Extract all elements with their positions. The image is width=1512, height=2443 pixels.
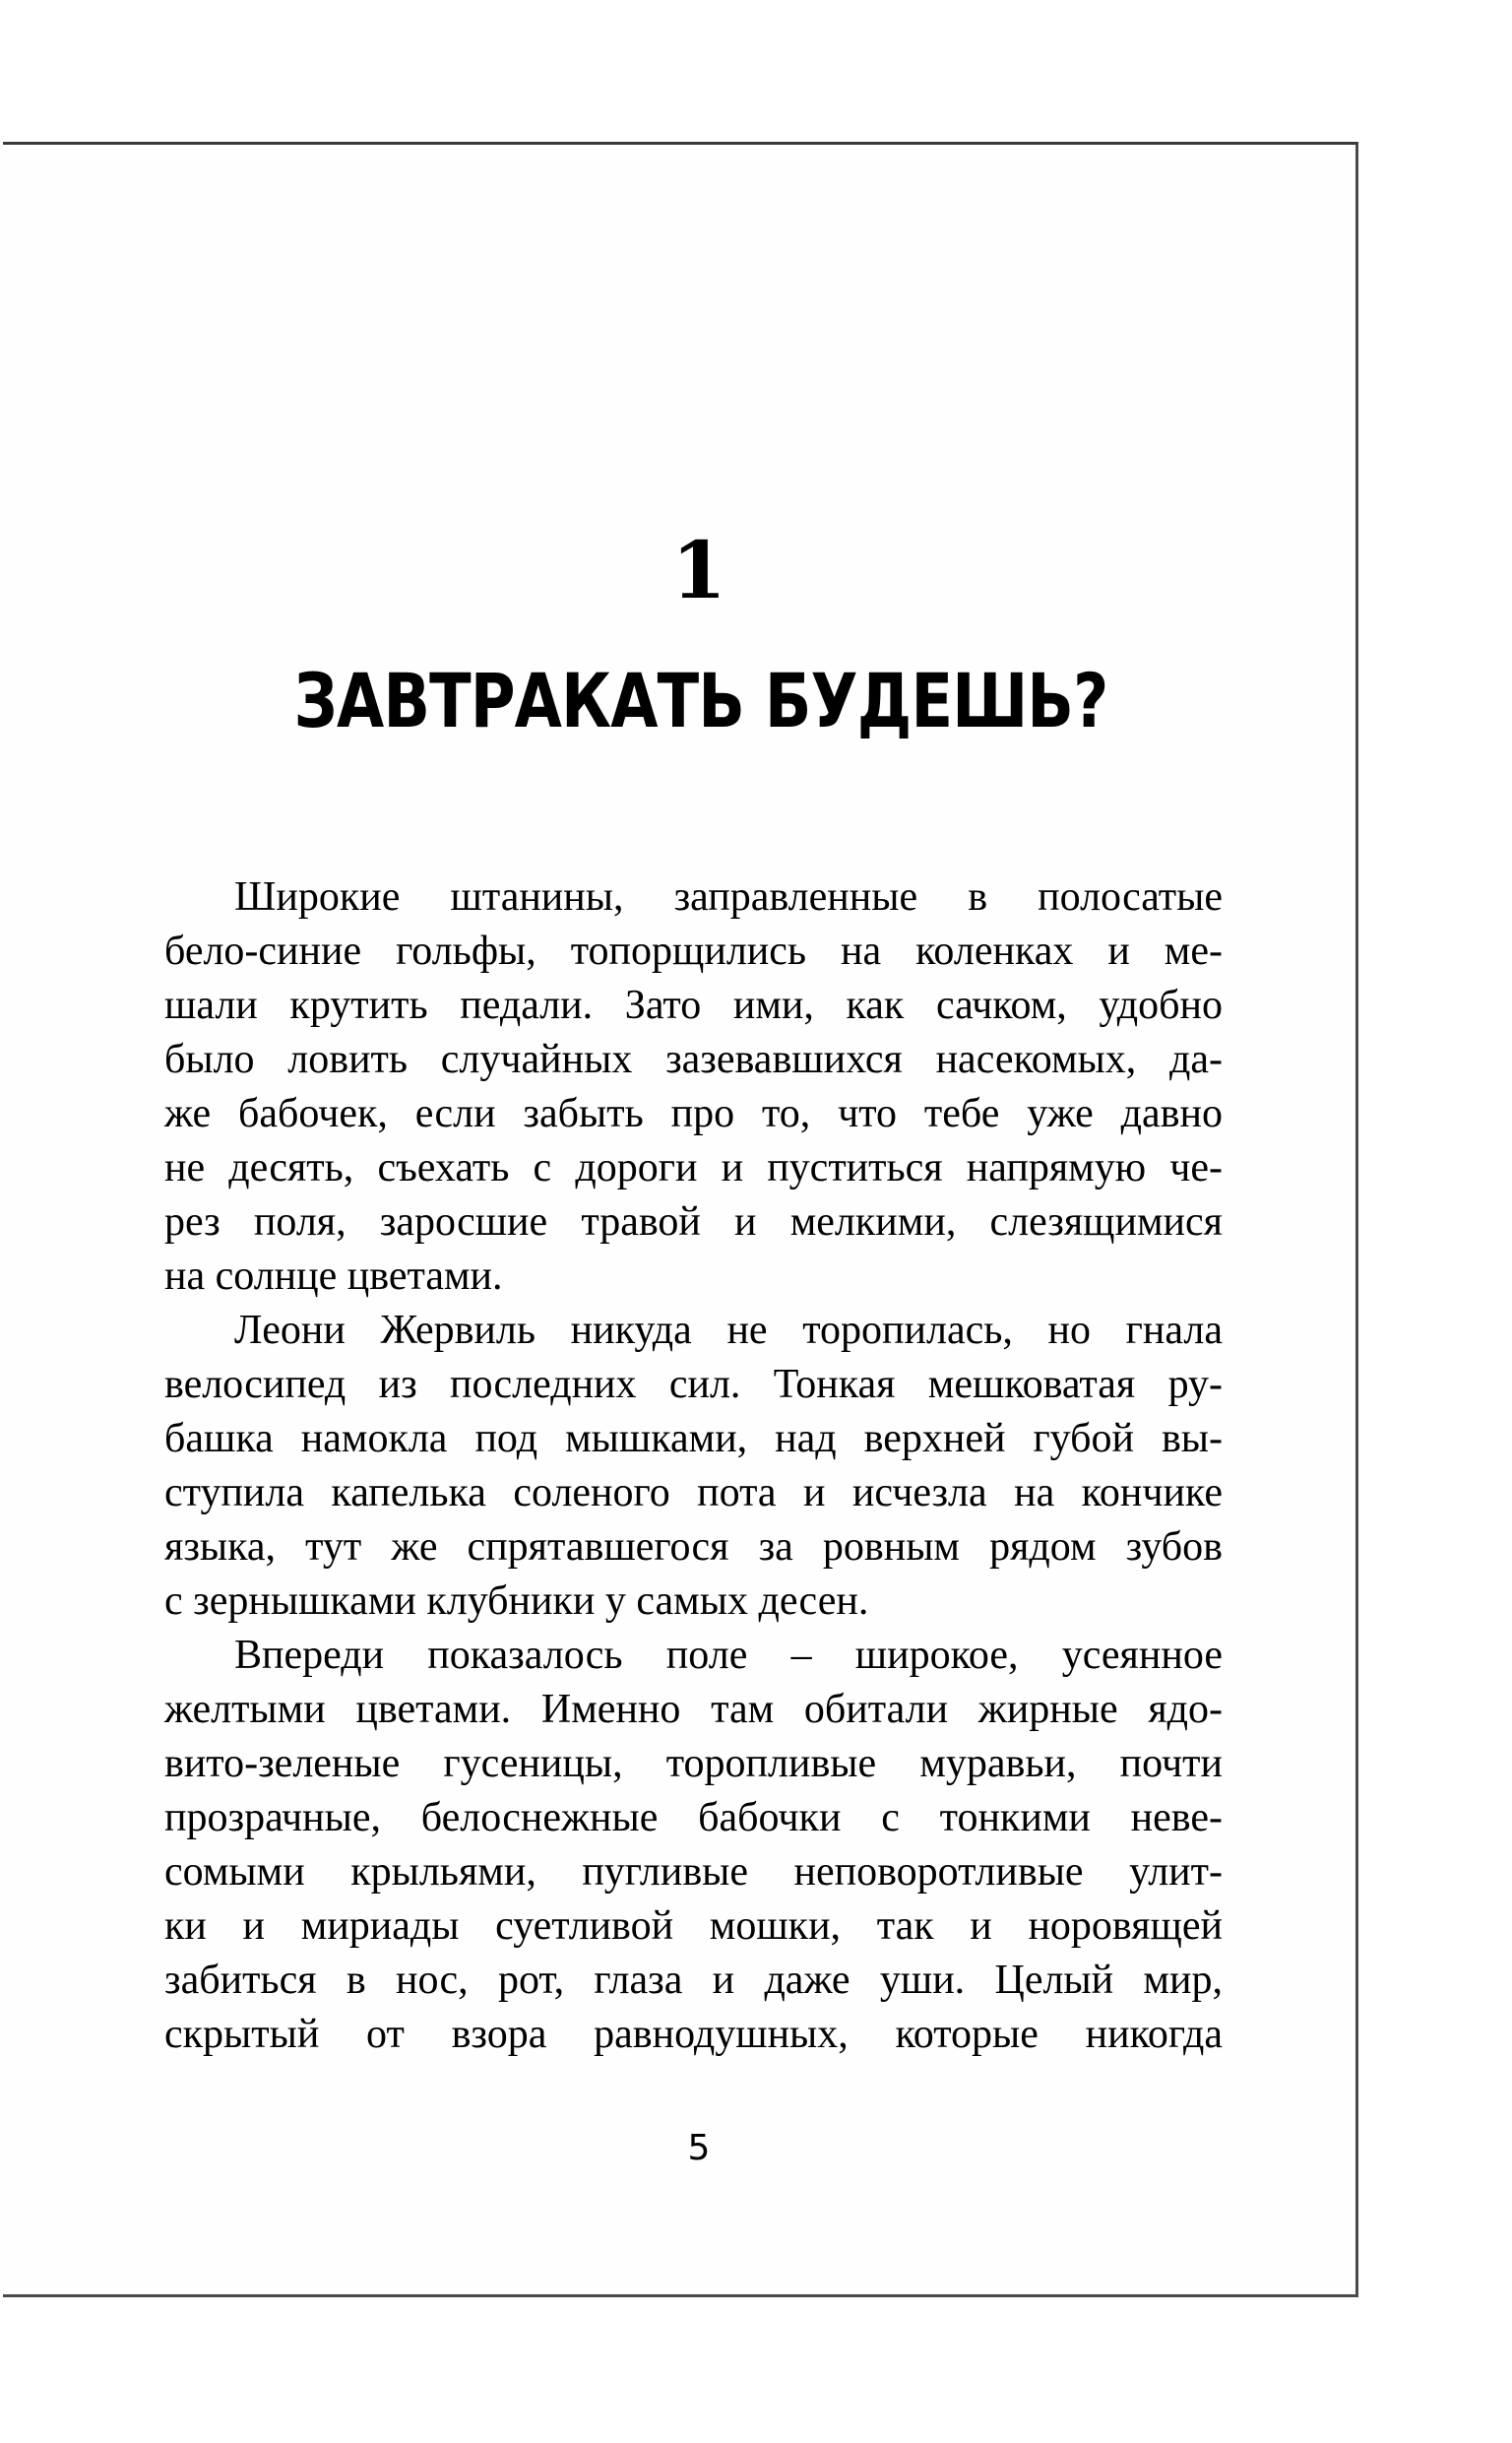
paragraph-3 (164, 1629, 1223, 2062)
text-line: велосипед из последних сил. Тонкая мешковатая ру- (164, 1362, 1223, 1407)
chapter-number: 1 (671, 524, 726, 616)
text-line: сомыми крыльями, пугливые неповоротливые улит- (164, 1849, 1223, 1895)
chapter-title: ЗАВТРАКАТЬ БУДЕШЬ? (293, 657, 1108, 744)
text-line: же бабочек, если забыть про то, что тебе уже давно (164, 1091, 1223, 1136)
text-line: бело-синие гольфы, топорщились на коленках и ме- (164, 929, 1223, 974)
text-line: прозрачные, белоснежные бабочки с тонкими неве- (164, 1795, 1223, 1840)
page-number: 5 (687, 2128, 711, 2168)
text-line: ки и мириады суетливой мошки, так и норовящей (164, 1903, 1223, 1949)
text-line: Широкие штанины, заправленные в полосатые (234, 874, 1223, 920)
text-line: с зернышками клубники у самых десен. (164, 1578, 869, 1624)
body-text (164, 870, 1223, 2062)
text-line: скрытый от взора равнодушных, которые никогда (164, 2012, 1223, 2057)
text-line: Впереди показалось поле – широкое, усеянное (234, 1633, 1223, 1678)
text-line: шали крутить педали. Зато ими, как сачком, удобно (164, 983, 1223, 1028)
text-line: забиться в нос, рот, глаза и даже уши. Целый мир, (164, 1958, 1223, 2003)
text-line: вито-зеленые гусеницы, торопливые муравьи, почти (164, 1741, 1223, 1786)
text-line: на солнце цветами. (164, 1254, 503, 1299)
paragraph-1 (164, 870, 1223, 1304)
text-line: рез поля, заросшие травой и мелкими, слезящимися (164, 1199, 1223, 1245)
text-line: языка, тут же спрятавшегося за ровным рядом зубов (164, 1524, 1223, 1570)
text-line: желтыми цветами. Именно там обитали жирные ядо- (164, 1687, 1223, 1732)
text-line: ступила капелька соленого пота и исчезла на кончике (164, 1470, 1223, 1515)
text-line: башка намокла под мышками, над верхней губой вы- (164, 1416, 1223, 1461)
text-line: не десять, съехать с дороги и пуститься напрямую че- (164, 1145, 1223, 1190)
paragraph-2 (164, 1304, 1223, 1629)
text-line: было ловить случайных зазевавшихся насекомых, да- (164, 1037, 1223, 1082)
text-line: Леони Жервиль никуда не торопилась, но гнала (234, 1308, 1223, 1353)
